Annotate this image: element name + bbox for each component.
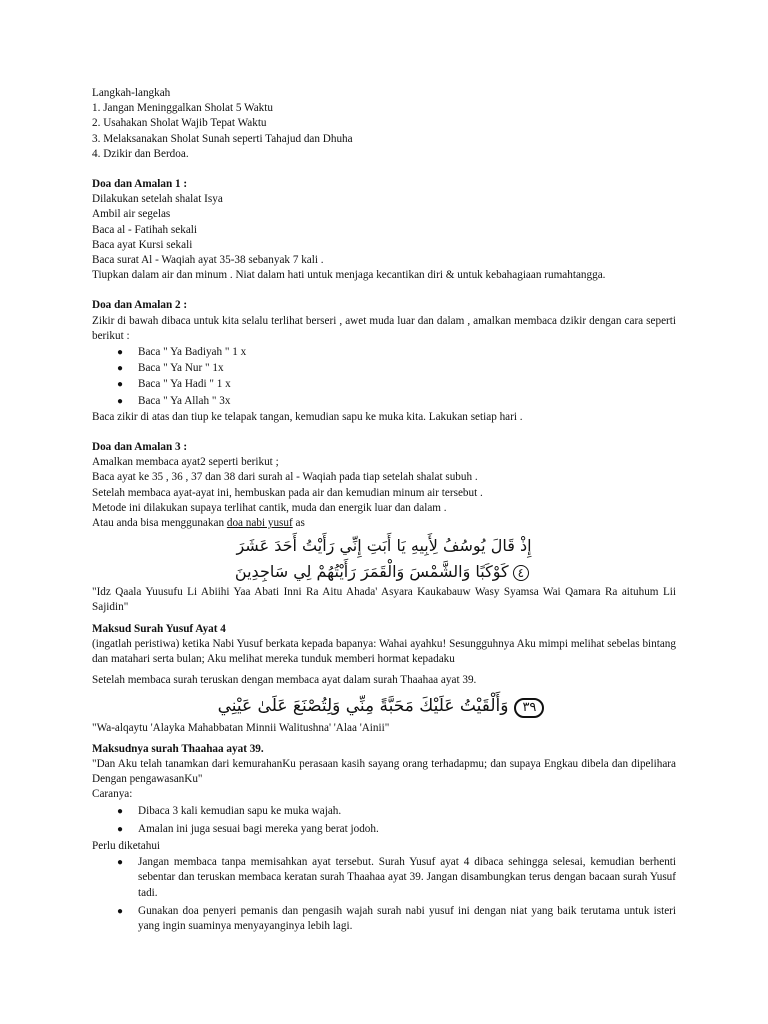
transliteration-thaahaa: "Wa-alqaytu 'Alayka Mahabbatan Minnii Walitushna' 'Alaa 'Ainii"	[92, 721, 390, 734]
steps-section	[92, 86, 676, 162]
arabic-line: ٤كَوْكَبًا وَالشَّمْسَ وَالْقَمَرَ رَأَيْتُهُمْ لِي سَاجِدِينَ	[92, 559, 676, 585]
bullet-icon: ●	[117, 347, 124, 359]
arabic-verse-yusuf-4	[92, 533, 676, 585]
continue-text: Setelah membaca surah teruskan dengan membaca ayat dalam surah Thaahaa ayat 39.	[92, 674, 477, 687]
doa2-section	[92, 298, 676, 425]
ayah-number-badge: ٣٩	[514, 698, 544, 718]
maksud-thaahaa-heading: Maksudnya surah Thaahaa ayat 39.	[92, 742, 264, 755]
maksud-thaahaa-section	[92, 742, 676, 788]
maksud-yusuf-section	[92, 622, 676, 668]
step-item: 3. Melaksanakan Sholat Sunah seperti Tahajud dan Dhuha	[92, 132, 353, 145]
maksud-yusuf-heading: Maksud Surah Yusuf Ayat 4	[92, 622, 226, 635]
list-item: ● Baca " Ya Nur " 1x	[92, 361, 676, 376]
maksud-thaahaa-text: "Dan Aku telah tanamkan dari kemurahanKu perasaan kasih sayang orang terhadapmu; dan supaya Engkau dibela dan dipelihara Dengan pengawasanKu"	[92, 757, 676, 786]
step-item: 2. Usahakan Sholat Wajib Tepat Waktu	[92, 117, 267, 130]
list-item: ● Baca " Ya Allah " 3x	[92, 394, 676, 409]
step-item: 4. Dzikir dan Berdoa.	[92, 147, 189, 160]
doa3-line: Amalkan membaca ayat2 seperti berikut ;	[92, 456, 279, 469]
list-item: ● Baca " Ya Badiyah " 1 x	[92, 345, 676, 360]
step-item: 1. Jangan Meninggalkan Sholat 5 Waktu	[92, 102, 273, 115]
perlu-bullet-list	[92, 855, 676, 934]
document-body	[92, 86, 676, 935]
bullet-icon: ●	[117, 379, 124, 391]
maksud-yusuf-text: (ingatlah peristiwa) ketika Nabi Yusuf berkata kepada bapanya: Wahai ayahku! Sesungguhnya Aku mimpi melihat sebelas bintang dan matahari serta bulan; Aku melihat mereka tunduk memberi hormat kepadaku	[92, 637, 676, 666]
doa3-line: Setelah membaca ayat-ayat ini, hembuskan pada air dan kemudian minum air tersebut .	[92, 486, 483, 499]
transliteration-yusuf: "Idz Qaala Yuusufu Li Abiihi Yaa Abati Inni Ra Aitu Ahada' Asyara Kaukabauw Wasy Syamsa Wai Qamara Ra aituhum Lii Sajidin"	[92, 586, 676, 614]
doa2-outro: Baca zikir di atas dan tiup ke telapak tangan, kemudian sapu ke muka kita. Lakukan setiap hari .	[92, 410, 523, 423]
bullet-icon: ●	[117, 805, 124, 817]
list-item: ● Dibaca 3 kali kemudian sapu ke muka wajah.	[92, 804, 676, 819]
doa1-line: Baca surat Al - Waqiah ayat 35-38 sebanyak 7 kali .	[92, 254, 324, 267]
doa2-intro: Zikir di bawah dibaca untuk kita selalu terlihat berseri , awet muda luar dan dalam , amalkan membaca dzikir dengan cara seperti berikut :	[92, 314, 676, 342]
bullet-icon: ●	[117, 395, 124, 407]
arabic-line: إِذْ قَالَ يُوسُفُ لِأَبِيهِ يَا أَبَتِ إِنِّي رَأَيْتُ أَحَدَ عَشَرَ	[236, 536, 532, 556]
list-item: ● Baca " Ya Hadi " 1 x	[92, 377, 676, 392]
perlu-section	[92, 839, 676, 934]
doa2-heading: Doa dan Amalan 2 :	[92, 299, 188, 312]
arabic-verse-thaahaa-39: ٣٩وَأَلْقَيْتُ عَلَيْكَ مَحَبَّةً مِنِّي وَلِتُصْنَعَ عَلَىٰ عَيْنِي	[92, 691, 676, 721]
list-item: ● Gunakan doa penyeri pemanis dan pengasih wajah surah nabi yusuf ini dengan niat yang baik terutama untuk isteri yang ingin suaminya menyayanginya lebih lagi.	[117, 904, 676, 932]
bullet-icon: ●	[117, 363, 124, 375]
doa1-line: Ambil air segelas	[92, 208, 171, 221]
bullet-icon: ●	[117, 905, 124, 917]
doa3-heading: Doa dan Amalan 3 :	[92, 441, 188, 454]
doa1-line: Baca ayat Kursi sekali	[92, 238, 193, 251]
doa3-line: Baca ayat ke 35 , 36 , 37 dan 38 dari surah al - Waqiah pada tiap setelah shalat subuh .	[92, 471, 478, 484]
perlu-label: Perlu diketahui	[92, 839, 161, 852]
bullet-icon: ●	[117, 857, 124, 869]
doa1-line: Dilakukan setelah shalat Isya	[92, 193, 223, 206]
doa1-line: Baca al - Fatihah sekali	[92, 223, 197, 236]
doa1-section	[92, 177, 676, 283]
caranya-section	[92, 787, 676, 837]
doa3-link-line: Atau anda bisa menggunakan doa nabi yusuf as	[92, 517, 305, 530]
doa1-heading: Doa dan Amalan 1 :	[92, 178, 188, 191]
doa3-section	[92, 440, 676, 531]
bullet-icon: ●	[117, 823, 124, 835]
list-item: ● Jangan membaca tanpa memisahkan ayat tersebut. Surah Yusuf ayat 4 dibaca sehingga selesai, kemudian berhenti sebentar dan teruskan membaca keratan surah Thaahaa ayat 39. Jangan disambungkan terus dengan bacaan surah Yusuf tadi.	[117, 856, 676, 899]
caranya-label: Caranya:	[92, 788, 133, 801]
caranya-bullet-list	[92, 804, 676, 837]
list-item: ● Amalan ini juga sesuai bagi mereka yang berat jodoh.	[92, 822, 676, 837]
doa1-paragraph: Tiupkan dalam air dan minum . Niat dalam hati untuk menjaga kecantikan diri & untuk kebahagiaan rumahtangga.	[92, 269, 606, 282]
doa-nabi-yusuf-link[interactable]: doa nabi yusuf	[226, 517, 293, 530]
doa2-bullet-list	[92, 345, 676, 409]
steps-title: Langkah-langkah	[92, 87, 171, 99]
doa3-line: Metode ini dilakukan supaya terlihat cantik, muda dan energik luar dan dalam .	[92, 501, 447, 514]
ayah-number-badge: ٤	[513, 565, 529, 581]
